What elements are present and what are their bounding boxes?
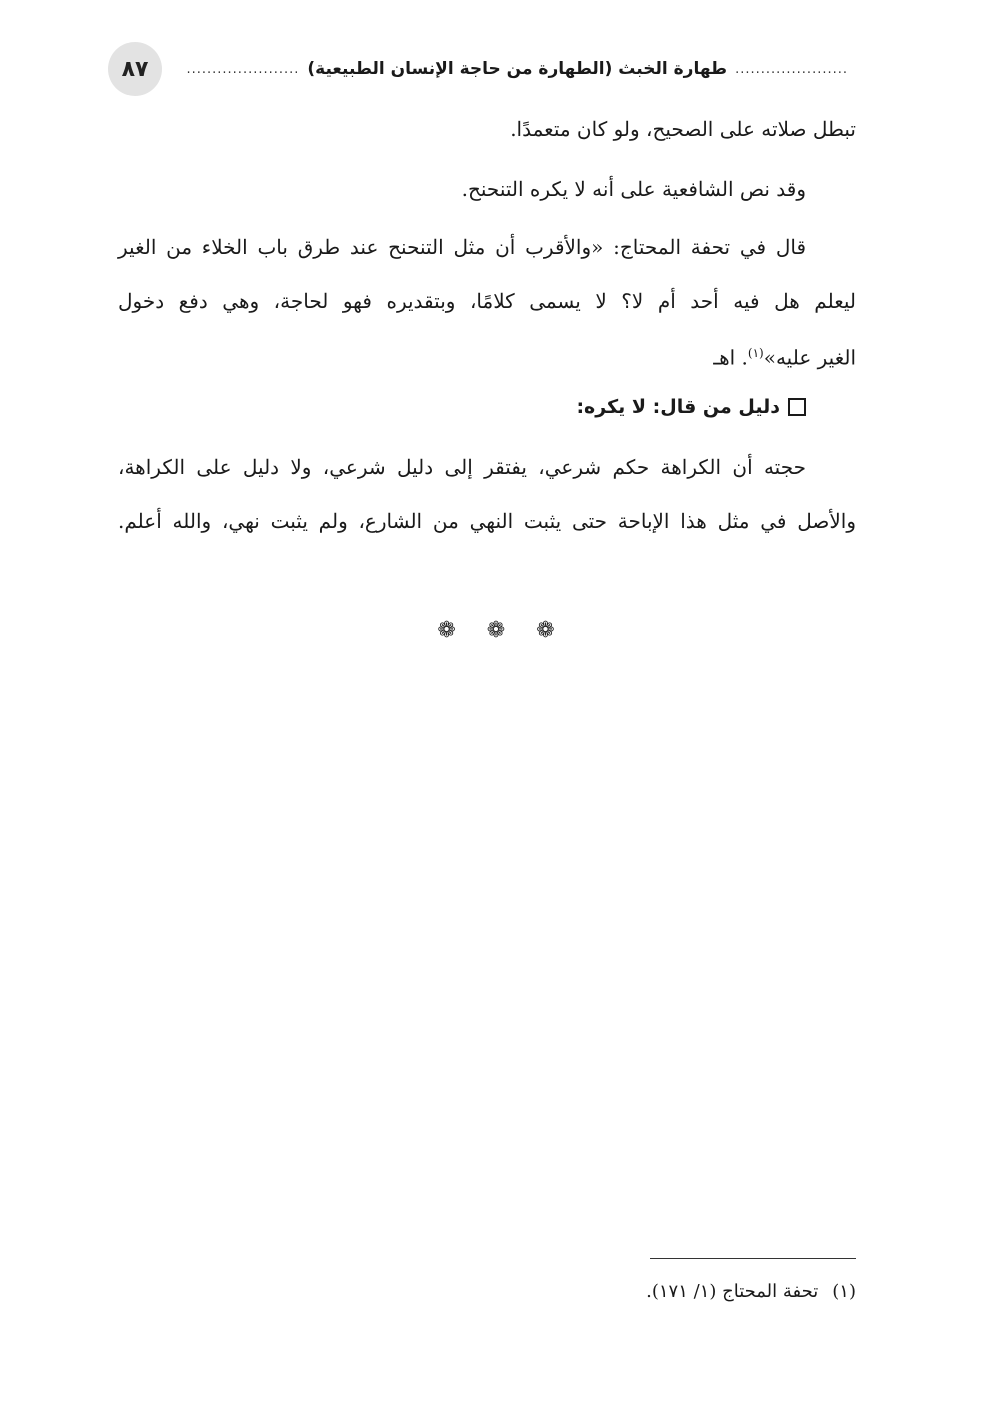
body-line-1: تبطل صلاته على الصحيح، ولو كان متعمدًا. (510, 117, 856, 141)
footnote-number: (١) (832, 1281, 856, 1302)
footnote-text: تحفة المحتاج (١/ ١٧١). (646, 1281, 819, 1302)
body-line-5-text: الغير عليه» (763, 345, 856, 370)
body-line-2: وقد نص الشافعية على أنه لا يكره التنحنح. (461, 177, 806, 201)
running-title-row (186, 55, 848, 83)
running-title: طهارة الخبث (الطهارة من حاجة الإنسان الطبيعية) (307, 59, 728, 79)
square-bullet-icon (788, 398, 806, 416)
footnote-separator (650, 1258, 856, 1259)
section-divider-ornament: ❁ ❁ ❁ (437, 618, 567, 643)
header-dots-left: ...................... (186, 61, 300, 77)
body-line-7: والأصل في مثل هذا الإباحة حتى يثبت النهي من الشارع، ولم يثبت نهي، والله أعلم. (118, 509, 856, 533)
page-number: ٨٧ (108, 42, 162, 96)
section-heading (576, 396, 806, 418)
footnote-ref[interactable]: (١) (747, 346, 764, 360)
body-line-4: ليعلم هل فيه أحد أم لا؟ لا يسمى كلامًا، وبتقديره فهو لحاجة، وهي دفع دخول (118, 289, 856, 313)
body-line-3: قال في تحفة المحتاج: «والأقرب أن مثل التنحنح عند طرق باب الخلاء من الغير (118, 235, 806, 259)
body-line-5 (713, 338, 856, 373)
section-heading-text: دليل من قال: لا يكره: (576, 396, 780, 418)
page-header (108, 42, 848, 96)
body-line-5-tail: . اهـ (713, 345, 748, 370)
header-dots-right: ...................... (735, 61, 848, 77)
body-line-6: حجته أن الكراهة حكم شرعي، يفتقر إلى دليل شرعي، ولا دليل على الكراهة، (118, 455, 806, 479)
footnote (646, 1278, 856, 1306)
